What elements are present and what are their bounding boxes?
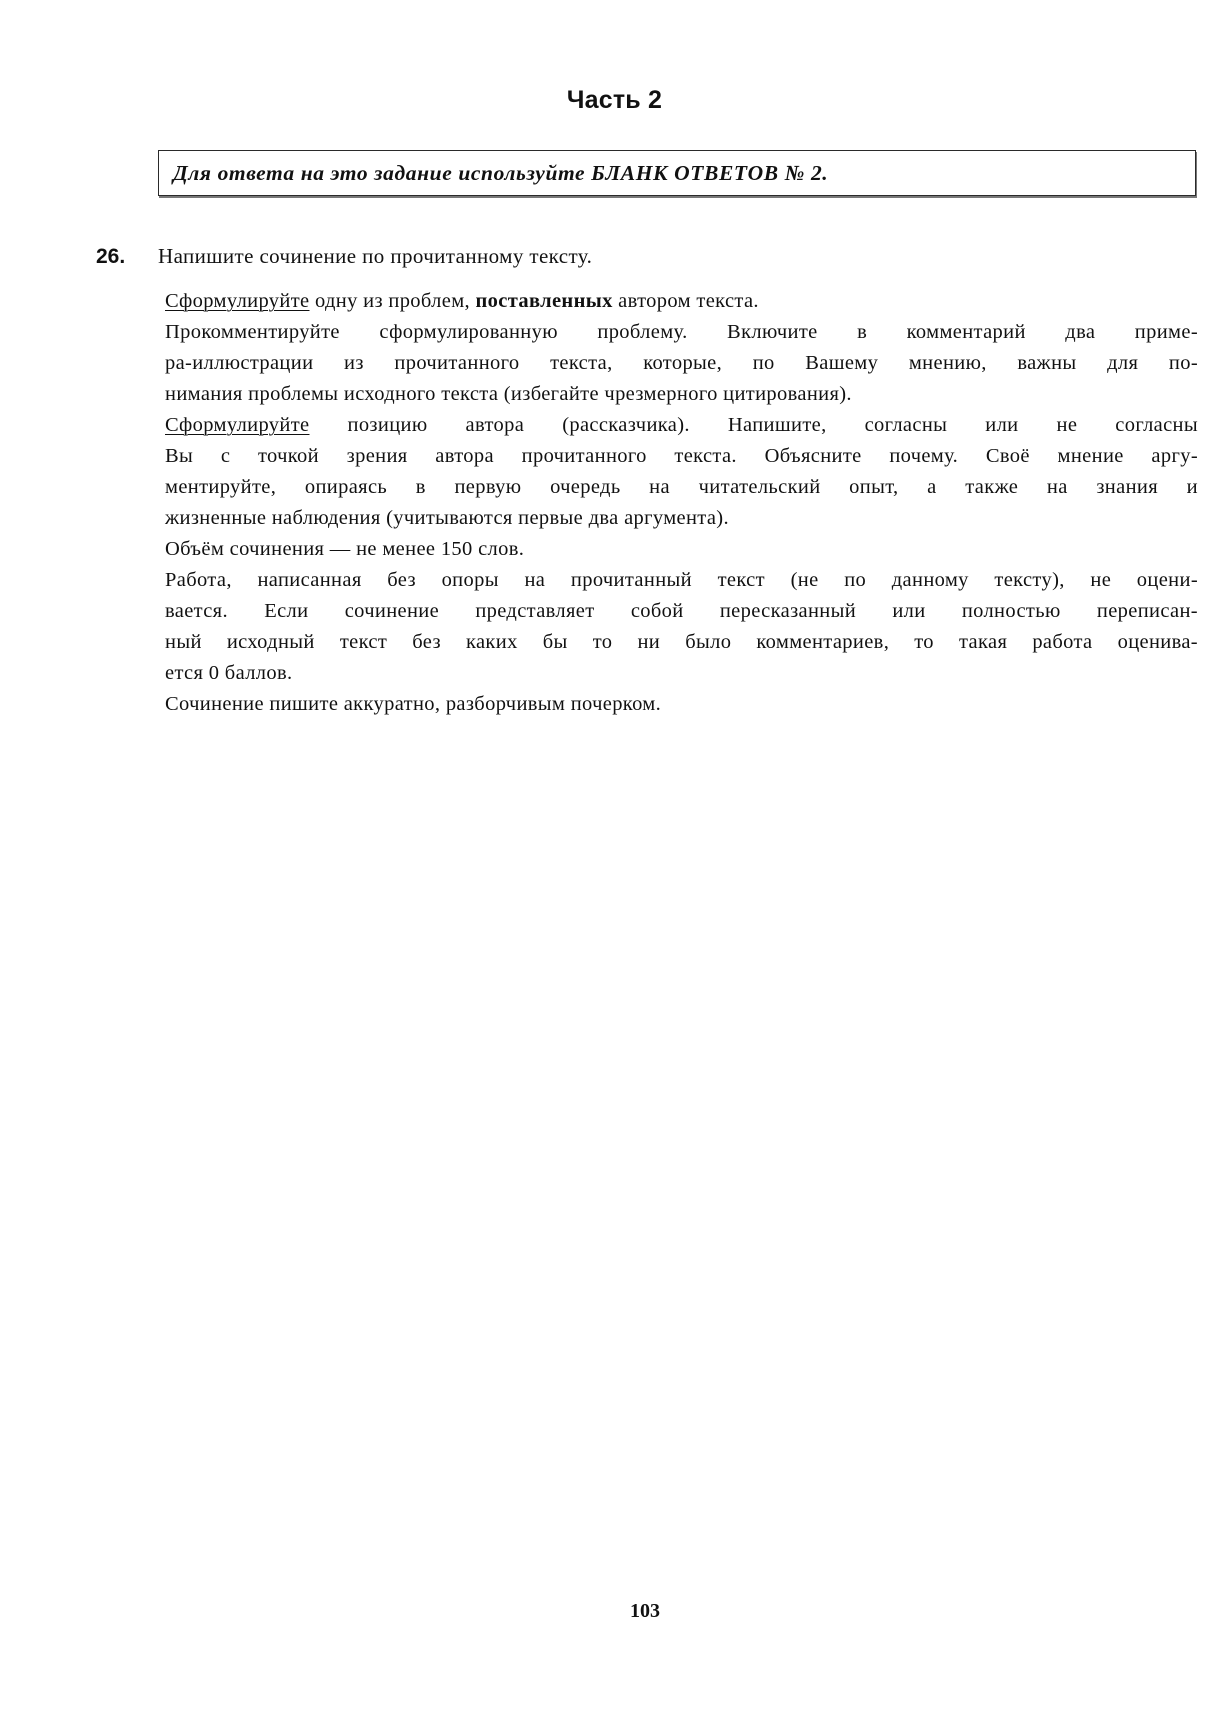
text-line: вается. Если сочинение представляет собой пересказанный или полностью переписан- [165,600,1198,622]
text-fragment: позицию автора (рассказчика). Напишите, согласны или не согласны [309,414,1198,436]
task-intro: Напишите сочинение по прочитанному тексту. [158,244,593,268]
text-fragment: автором текста. [612,290,759,312]
text-line: ный исходный текст без каких бы то ни было комментариев, то такая работа оценива- [165,631,1198,653]
task-number: 26. [96,245,126,268]
text-line: Объём сочинения — не менее 150 слов. [165,538,525,560]
text-line: Работа, написанная без опоры на прочитанный текст (не по данному тексту), не оцени- [165,569,1198,591]
paragraph-evaluation-rules [165,565,1198,689]
part-title: Часть 2 [566,86,663,114]
task-body [165,286,1198,720]
text-line: Сочинение пишите аккуратно, разборчивым почерком. [165,693,662,715]
text-fragment: одну из проблем, [309,290,476,312]
instruction-box [158,150,1196,196]
bold-keyword: поставленных [475,290,613,312]
instruction-text: Для ответа на это задание используйте БЛАНК ОТВЕТОВ № 2. [173,161,829,185]
paragraph-comment-problem [165,317,1198,410]
paragraph-author-position [165,410,1198,534]
page-number: 103 [630,1600,660,1622]
text-line [165,410,1198,441]
paragraph-handwriting [165,689,1198,720]
text-line: жизненные наблюдения (учитываются первые два аргумента). [165,507,729,529]
text-line [165,286,1198,317]
text-line: нимания проблемы исходного текста (избегайте чрезмерного цитирования). [165,383,852,405]
paragraph-formulate-problem [165,286,1198,317]
text-line: Вы с точкой зрения автора прочитанного текста. Объясните почему. Своё мнение аргу- [165,445,1198,467]
underlined-keyword: Сформулируйте [165,290,310,312]
text-line: ра-иллюстрации из прочитанного текста, которые, по Вашему мнению, важны для по- [165,352,1198,374]
text-line: Прокомментируйте сформулированную проблему. Включите в комментарий два приме- [165,321,1198,343]
underlined-keyword: Сформулируйте [165,414,310,436]
text-line: ется 0 баллов. [165,662,293,684]
text-line: ментируйте, опираясь в первую очередь на читательский опыт, а также на знания и [165,476,1198,498]
paragraph-word-count [165,534,1198,565]
